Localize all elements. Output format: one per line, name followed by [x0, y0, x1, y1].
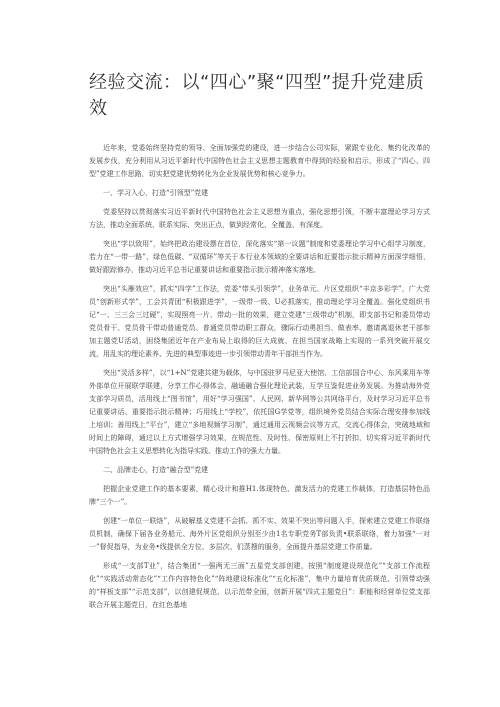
paragraph: 党委坚持以贯彻落实习近平新时代中国特色社会主义思想为重点，强化思想引领，不断丰富理论学习方式方法，推动全面系统、联系实际、突出正点，做到经常化、全覆盖、有深度。: [89, 208, 430, 229]
paragraph: 突出“头雁效应”，抓实“四学”工作法，党委“带头引领学”，业务单元、片区党组织“丰京多彩学”，广大党员“创新形式学”，工会共青团“积极跟进学”，一级带一级、U必抓落实，推动理论学习全覆盖。强化党组织书记“一、三三会三过硬”，实现照亮一片、带动一批的效果，建立党建“三级带动”机制，即支部书记和委员带动党员骨干、党员骨干带动普通党员、普通党员带动职工群众，骤际行动勇担当、做表率、邀请离退休老干部参加主题党U活动，困绕集团近年在产业布局上取得的巨大成就、在担当国家战略上实现的一系列突破开展交流，用乱实的理论素养、先进的典型事迹进一步引领带动青年干部担当作为。: [89, 285, 430, 358]
document-body: [89, 142, 430, 612]
section-heading-2: 二、品牌走心，打造“融合型”党建: [103, 466, 209, 474]
paragraph: 形成“一支部T业”，结合集团“一强两无三面”五星党支部创建，按照“制度建设规范化”“支部工作流程化”“实践活动常态化”“工作内容特色化”“阵地建设标准化”“五化标准”，集中力量培育优质规范、引领带动强的“样板支部”“示范支部”，以创建促规范、以示范带全面，创新开展“四式主题党日”：职能和经营单位党支部联合开展主题党日，在红色基地: [89, 562, 430, 609]
paragraph: 突出“学以致用”，始终把政治建设摆在首位，深化落实“第一议题”制度和党委理论学习中心组学习制度，若力在“一带一路”、绿色低碳、“双循环”等关于本行业本领域的全要讲话和近要指示批示精神方面深学细悟，做好跟踪修办，推动习近平总书记重要讲话和重要指示批示精神落实落地。: [89, 240, 430, 274]
paragraph: 把握企业党建工作的基本要素，精心设计和推H1.体现特色、激发活力的党建工作载体，打造基层特色品牌“三个一”。: [89, 485, 430, 506]
paragraph-intro: 近年来，党委始终坚持党的领导、全面加强党的建设，进一步结合公司实际，紧跟专业化、集约化改革的发展步伐，充分利用从习近平新时代中国特色社会主义思想主题教育中得到的经验和启示，形成了“四心、四型”党建工作思路，切实把党建优势转化为企业发展优势和核心竞争力。: [89, 144, 430, 178]
section-heading-1: 一、学习入心，打造“引领型”党建: [103, 189, 209, 197]
page-title: 经验交流：以“四心”聚“四型”提升党建质效: [89, 72, 425, 119]
paragraph: 创建“一单位一联络”，从破解基义党建不会抓、抓不实、效果不突出等问题入手，探索建立党建工作联络员机制，确保下届各业务船元、海外片区党组织分别至少由1名专职党务T部负责•联系联络，着力加强“一对一”督促指导，为业务•线提供全方位、多层次、们蒸搜的服务，全面提升基层党建工作质量。: [89, 517, 430, 551]
paragraph: 突出“灵活多样”，以“1+N”党建共建为载体，与中国驻罗马尼亚大使馆、工信部国合中心、东风乘用车等外部单位开展联学联建，分享工作心得体会，融通融合强化理论武装，互学互鉴促进业务发展。为推动海外党支部学习质员，活用线上“图书馆”，用好“学习强国”、人民网、新华网等公共网络平台，及时学习习近平总书记重要讲话、重要指示批示精神；巧用线上“学校”，依托国G学党等，组织境外党员结合实际合理安排参加线上培训；善用线上“平台”，建立“多地视频学习制”，通过通用云视频会议等方式，交流心得体会，突破地域和时间上的障碍，通过以上方式增强学习效果，在规范性、及时性、保密原则上不打折扣，切实将习近平新时代中国特色社会主义思想转化为指导实践、推动工作的强大力量。: [89, 369, 430, 455]
